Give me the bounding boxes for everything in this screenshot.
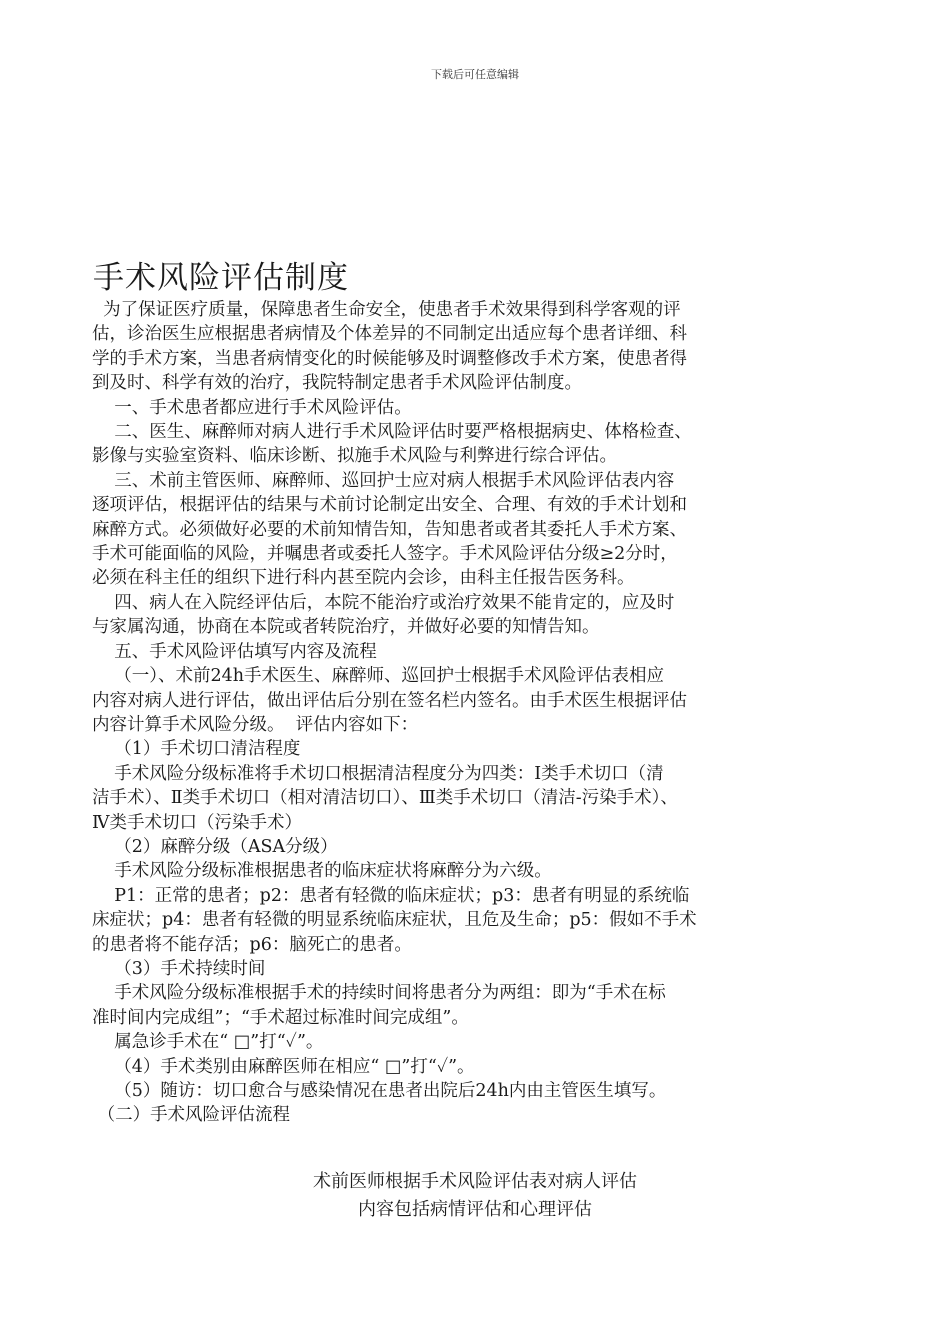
paragraph-line: 三、术前主管医师、麻醉师、巡回护士应对病人根据手术风险评估表内容 — [92, 470, 675, 491]
paragraph-line: 一、手术患者都应进行手术风险评估。 — [92, 397, 412, 418]
paragraph-line: 洁手术）、Ⅱ类手术切口（相对清洁切口）、Ⅲ类手术切口（清洁-污染手术）、 — [92, 788, 678, 809]
paragraph-line: 属急诊手术在“ □”打“✓”。 — [92, 1032, 324, 1053]
paragraph-line: 到及时、科学有效的治疗，我院特制定患者手术风险评估制度。 — [92, 373, 582, 394]
body-text — [92, 298, 872, 1128]
paragraph-line: （5）随访：切口愈合与感染情况在患者出院后24h内由主管医生填写。 — [92, 1081, 667, 1101]
paragraph-line: 内容计算手术风险分级。 评估内容如下： — [92, 714, 419, 735]
paragraph-line: 内容对病人进行评估，做出评估后分别在签名栏内签名。由手术医生根据评估 — [92, 690, 687, 711]
flow-step — [0, 1168, 950, 1224]
document-title: 手术风险评估制度 — [93, 260, 349, 296]
paragraph-line: （一）、术前24h手术医生、麻醉师、巡回护士根据手术风险评估表相应 — [92, 666, 665, 687]
paragraph-line: 床症状；p4：患者有轻微的明显系统临床症状，且危及生命；p5：假如不手术 — [92, 910, 697, 931]
paragraph-line: 为了保证医疗质量，保障患者生命安全，使患者手术效果得到科学客观的评 — [92, 300, 681, 320]
section-heading: （二）手术风险评估流程 — [92, 1105, 291, 1126]
paragraph-line: 手术可能面临的风险，并嘱患者或委托人签字。手术风险评估分级≥2分时， — [92, 544, 678, 565]
paragraph-line: 的患者将不能存活；p6：脑死亡的患者。 — [92, 934, 412, 955]
paragraph-line: 手术风险分级标准根据手术的持续时间将患者分为两组：即为“手术在标 — [92, 983, 666, 1004]
paragraph-line: 五、手术风险评估填写内容及流程 — [92, 641, 377, 662]
paragraph-line: 估，诊治医生应根据患者病情及个体差异的不同制定出适应每个患者详细、科 — [92, 324, 687, 345]
flow-step-line: 内容包括病情评估和心理评估 — [358, 1199, 592, 1220]
paragraph-line: 二、医生、麻醉师对病人进行手术风险评估时要严格根据病史、体格检查、 — [92, 422, 692, 443]
paragraph-line: 手术风险分级标准将手术切口根据清洁程度分为四类：Ⅰ类手术切口（清 — [92, 763, 664, 784]
paragraph-line: 准时间内完成组”；“手术超过标准时间完成组”。 — [92, 1007, 469, 1028]
header-note: 下载后可任意编辑 — [431, 68, 519, 81]
paragraph-line: （2）麻醉分级（ASA分级） — [92, 836, 338, 857]
paragraph-line: 逐项评估，根据评估的结果与术前讨论制定出安全、合理、有效的手术计划和 — [92, 495, 687, 516]
paragraph-line: Ⅳ类手术切口（污染手术） — [92, 812, 302, 833]
paragraph-line: 与家属沟通，协商在本院或者转院治疗，并做好必要的知情告知。 — [92, 617, 600, 638]
paragraph-line: 四、病人在入院经评估后，本院不能治疗或治疗效果不能肯定的，应及时 — [92, 592, 675, 613]
paragraph-line: 必须在科主任的组织下进行科内甚至院内会诊，由科主任报告医务科。 — [92, 568, 635, 589]
flow-step-line: 术前医师根据手术风险评估表对病人评估 — [313, 1171, 637, 1192]
paragraph-line: 影像与实验室资料、临床诊断、拟施手术风险与利弊进行综合评估。 — [92, 446, 617, 467]
paragraph-line: （3）手术持续时间 — [92, 958, 266, 979]
paragraph-line: （1）手术切口清洁程度 — [92, 739, 301, 760]
paragraph-line: P1：正常的患者；p2：患者有轻微的临床症状；p3：患者有明显的系统临 — [92, 885, 690, 906]
paragraph-line: 手术风险分级标准根据患者的临床症状将麻醉分为六级。 — [92, 861, 552, 882]
paragraph-line: 麻醉方式。必须做好必要的术前知情告知，告知患者或者其委托人手术方案、 — [92, 519, 687, 540]
paragraph-line: （4）手术类别由麻醉医师在相应“ □”打“✓”。 — [92, 1056, 475, 1077]
paragraph-line: 学的手术方案，当患者病情变化的时候能够及时调整修改手术方案，使患者得 — [92, 348, 687, 369]
